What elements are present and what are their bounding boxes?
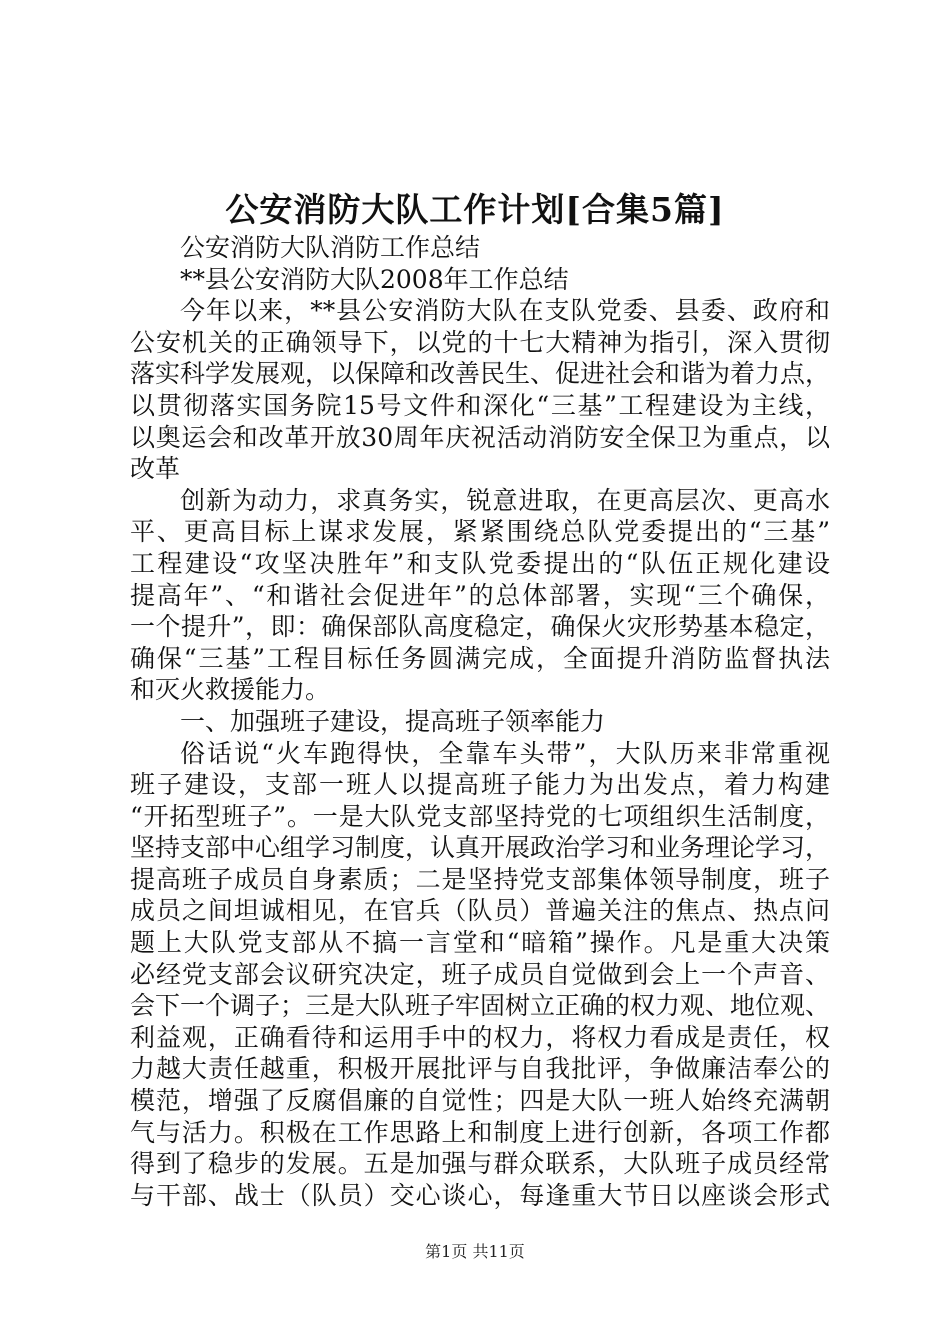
paragraph-line: 会下一个调子；三是大队班子牢固树立正确的权力观、地位观、 <box>130 991 830 1021</box>
paragraph-line: 创新为动力，求真务实，锐意进取，在更高层次、更高水 <box>180 485 830 515</box>
paragraph-line: 必经党支部会议研究决定，班子成员自觉做到会上一个声音、 <box>130 959 830 989</box>
paragraph-line: 和灭火救援能力。 <box>130 675 331 705</box>
paragraph-line: 以贯彻落实国务院15号文件和深化“三基”工程建设为主线， <box>130 390 830 420</box>
section-heading: 一、加强班子建设，提高班子领率能力 <box>180 706 606 736</box>
paragraph-line: 一个提升”，即：确保部队高度稳定，确保火灾形势基本稳定， <box>130 612 830 642</box>
paragraph-line: 力越大责任越重，积极开展批评与自我批评，争做廉洁奉公的 <box>130 1054 830 1084</box>
paragraph-line: 工程建设“攻坚决胜年”和支队党委提出的“队伍正规化建设 <box>130 548 830 578</box>
paragraph-line: 提高年”、“和谐社会促进年”的总体部署，实现“三个确保， <box>130 580 830 610</box>
paragraph-line: 落实科学发展观，以保障和改善民生、促进社会和谐为着力点， <box>130 359 830 389</box>
page-number-footer: 第1页 共11页 <box>425 1242 525 1261</box>
paragraph-line: 确保“三基”工程目标任务圆满完成，全面提升消防监督执法 <box>130 643 830 673</box>
paragraph-line: 模范，增强了反腐倡廉的自觉性；四是大队一班人始终充满朝 <box>130 1086 830 1116</box>
paragraph-line: 成员之间坦诚相见，在官兵（队员）普遍关注的焦点、热点问 <box>130 896 830 926</box>
paragraph-line: 得到了稳步的发展。五是加强与群众联系，大队班子成员经常 <box>130 1149 830 1179</box>
paragraph-line: 与干部、战士（队员）交心谈心，每逢重大节日以座谈会形式 <box>130 1180 830 1210</box>
paragraph-line: 气与活力。积极在工作思路上和制度上进行创新，各项工作都 <box>130 1117 830 1147</box>
subtitle-line: **县公安消防大队2008年工作总结 <box>180 264 569 294</box>
paragraph-line: 提高班子成员自身素质；二是坚持党支部集体领导制度，班子 <box>130 864 830 894</box>
paragraph-line: 今年以来，**县公安消防大队在支队党委、县委、政府和 <box>180 296 830 326</box>
paragraph-line: 俗话说“火车跑得快，全靠车头带”，大队历来非常重视 <box>180 738 830 768</box>
paragraph-line: 利益观，正确看待和运用手中的权力，将权力看成是责任，权 <box>130 1022 830 1052</box>
document-title: 公安消防大队工作计划[合集5篇] <box>225 190 725 229</box>
paragraph-line: 坚持支部中心组学习制度，认真开展政治学习和业务理论学习， <box>130 833 830 863</box>
paragraph-line: 公安机关的正确领导下，以党的十七大精神为指引，深入贯彻 <box>130 327 830 357</box>
paragraph-line: 平、更高目标上谋求发展，紧紧围绕总队党委提出的“三基” <box>130 517 830 547</box>
subtitle-line: 公安消防大队消防工作总结 <box>180 233 481 262</box>
paragraph-line: 班子建设，支部一班人以提高班子能力为出发点，着力构建 <box>130 770 830 800</box>
document-body <box>130 232 830 1211</box>
paragraph-line: 改革 <box>130 454 181 484</box>
paragraph-line: 以奥运会和改革开放30周年庆祝活动消防安全保卫为重点，以 <box>130 422 830 452</box>
paragraph-line: “开拓型班子”。一是大队党支部坚持党的七项组织生活制度， <box>130 801 830 831</box>
paragraph-line: 题上大队党支部从不搞一言堂和“暗箱”操作。凡是重大决策 <box>130 928 830 958</box>
